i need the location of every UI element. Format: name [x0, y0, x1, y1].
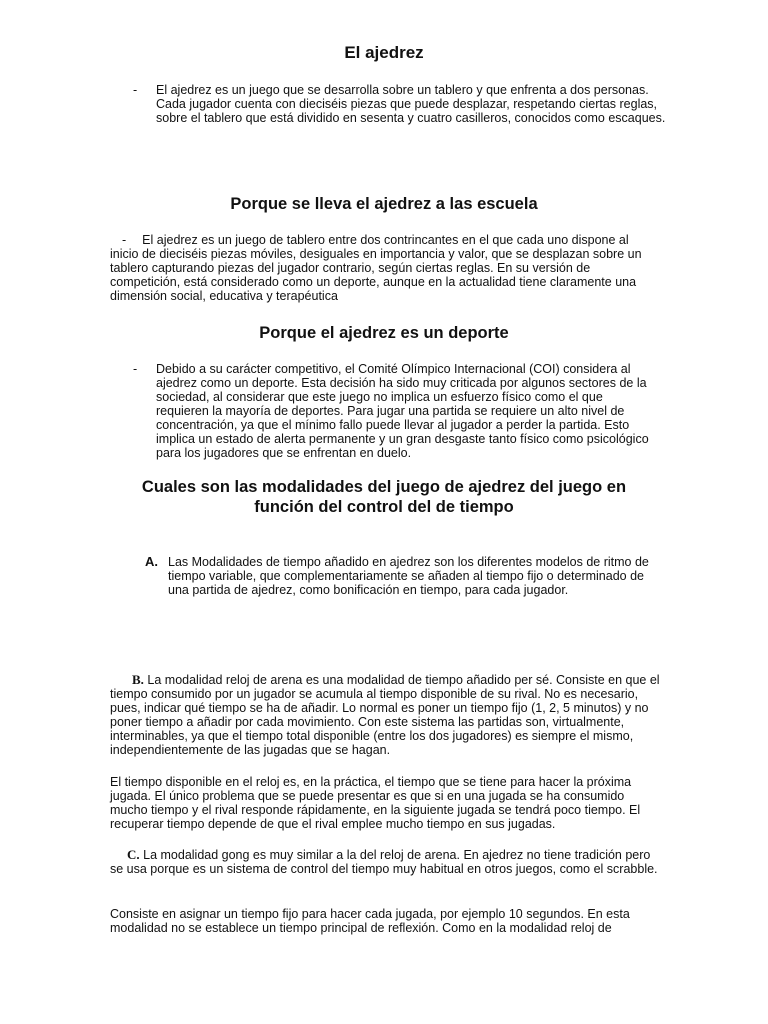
- heading-line-1: Cuales son las modalidades del juego de ajedrez del juego en: [141, 478, 627, 496]
- list-label-c: C.: [127, 847, 140, 862]
- bullet-dash: -: [133, 362, 138, 376]
- list-label-b: B.: [132, 672, 144, 687]
- heading-line-2: función del control del de tiempo: [254, 498, 514, 516]
- section-heading-modalidades: [90, 477, 678, 517]
- list-label-a: A.: [145, 554, 158, 569]
- deporte-bullet: [133, 362, 673, 462]
- deporte-paragraph: Debido a su carácter competitivo, el Comité Olímpico Internacional (COI) considera al ajedrez como un deporte. Esta decisión ha sido muy criticada por algunos sectores de la sociedad, al considerar que este juego no implica un esfuerzo físico como el que requieren la mayoría de deportes. Para jugar una partida se requiere un alto nivel de concentración, ya que el mínimo fallo puede llevar al jugador a perder la partida. Esto implica un estado de alerta permanente y un gran desgaste tanto físico como psicológico para los jugadores que se enfrentan en duelo.: [156, 362, 649, 460]
- intro-paragraph: El ajedrez es un juego que se desarrolla sobre un tablero y que enfrenta a dos personas. Cada jugador cuenta con dieciséis piezas que puede desplazar, respetando ciertas reglas, sobre el tablero que está dividido en sesenta y cuatro casilleros, conocidos como escaques.: [156, 83, 666, 125]
- modalidad-b-text: La modalidad reloj de arena es una modalidad de tiempo añadido per sé. Consiste en que el tiempo consumido por un jugador se acumula al tiempo disponible de su rival. No es necesario, pues, indicar qué tiempo se ha de añadir. Lo normal es poner un tiempo fijo (1, 2, 5 minutos) y no poner tiempo a añadir por cada movimiento. Con este sistema las partidas son, virtualmente, interminables, ya que el tiempo total disponible (entre los dos jugadores) es siempre el mismo, independientemente de las jugadas que se hagan.: [110, 673, 660, 757]
- escuela-paragraph: [110, 233, 662, 309]
- modalidad-c-paragraph-2: Consiste en asignar un tiempo fijo para hacer cada jugada, por ejemplo 10 segundos. En esta modalidad no se establece un tiempo principal de reflexión. Como en la modalidad reloj de: [110, 907, 630, 935]
- modalidad-a-text: Las Modalidades de tiempo añadido en ajedrez son los diferentes modelos de ritmo de tiempo variable, que complementariamente se añaden al tiempo fijo o determinado de una partida de ajedrez, como bonificación en tiempo, para cada jugador.: [168, 555, 649, 597]
- modalidad-b-paragraph-2: El tiempo disponible en el reloj es, en la práctica, el tiempo que se tiene para hacer la próxima jugada. El único problema que se puede presentar es que si en una jugada se ha consumido mucho tiempo y el rival responde rápidamente, en la siguiente jugada se tendrá poco tiempo. El recuperar tiempo depende de que el rival emplee mucho tiempo en sus jugadas.: [110, 775, 641, 831]
- modalidad-b-paragraph: [110, 673, 662, 757]
- section-heading-escuela: Porque se lleva el ajedrez a las escuela: [230, 195, 538, 213]
- modalidad-c-paragraph: [110, 848, 662, 876]
- modalidad-c-text: La modalidad gong es muy similar a la del reloj de arena. En ajedrez no tiene tradición pero se usa porque es un sistema de control del tiempo muy habitual en otros juegos, como el scrabble.: [110, 848, 658, 876]
- section-heading-deporte: Porque el ajedrez es un deporte: [259, 324, 509, 342]
- intro-bullet: [133, 83, 673, 143]
- bullet-dash: -: [133, 83, 138, 97]
- bullet-dash: -: [122, 233, 127, 247]
- document-title: El ajedrez: [344, 43, 424, 62]
- escuela-first-line: El ajedrez es un juego de tablero entre dos contrincantes en el que cada uno dispone al: [142, 233, 629, 247]
- escuela-paragraph-rest: inicio de dieciséis piezas móviles, desiguales en importancia y valor, que se desplazan sobre un tablero capturando piezas del jugador contrario, según ciertas reglas. En su versión de competición, está considerado como un deporte, aunque en la actualidad tiene claramente una dimensión social, educativa y terapéutica: [110, 247, 642, 303]
- modalidad-a-item: [145, 555, 665, 615]
